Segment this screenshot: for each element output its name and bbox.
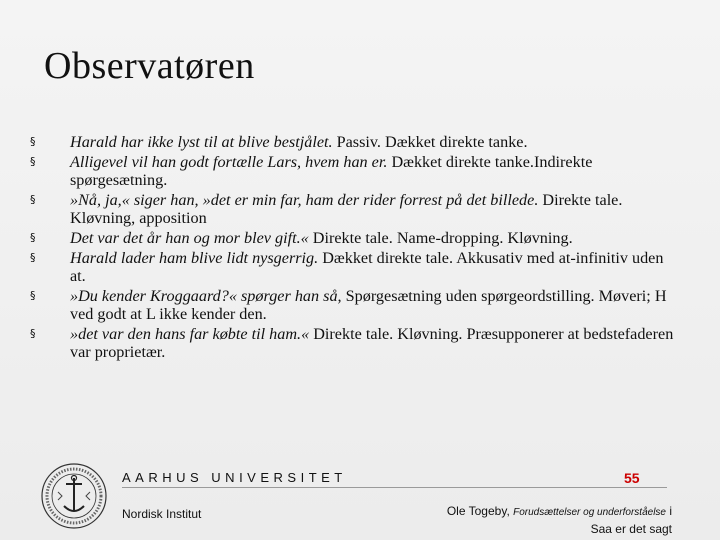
page-number: 55	[624, 470, 640, 486]
quote-text: »Nå, ja,« siger han, »det er min far, ham der rider forrest på det billede.	[70, 191, 539, 209]
analysis-text: Direkte tale. Kløvning. Præsupponerer at bedstefaderen var proprietær.	[70, 325, 674, 361]
university-seal-icon	[40, 462, 108, 530]
book-subtitle: Forudsættelser og underforståelse	[513, 507, 666, 518]
analysis-text: Dækket direkte tanke.Indirekte spørgesætning.	[70, 153, 593, 189]
bullet-list	[30, 133, 680, 363]
quote-text: Alligevel vil han godt fortælle Lars, hvem han er.	[70, 153, 388, 171]
institute-name: Nordisk Institut	[122, 507, 202, 521]
author-name: Ole Togeby,	[446, 504, 510, 518]
list-item	[30, 229, 680, 247]
quote-text: »Du kender Kroggaard?« spørger han så,	[70, 287, 342, 305]
list-item	[30, 325, 680, 361]
analysis-text: Spørgesætning uden spørgeordstilling. Møveri; H ved godt at L ikke kender den.	[70, 287, 667, 323]
university-name: AARHUS UNIVERSITET	[122, 470, 347, 485]
bullet-icon: §	[30, 193, 36, 206]
bullet-icon: §	[30, 327, 36, 340]
quote-text: Harald lader ham blive lidt nysgerrig.	[70, 249, 319, 267]
author-suffix: i	[669, 504, 672, 518]
analysis-text: Passiv. Dækket direkte tanke.	[332, 133, 528, 151]
list-item	[30, 133, 680, 151]
quote-text: Harald har ikke lyst til at blive bestjålet.	[70, 133, 333, 151]
list-item	[30, 287, 680, 323]
analysis-text: Dækket direkte tale. Akkusativ med at-infinitiv uden at.	[70, 249, 664, 285]
author-line-1	[447, 503, 672, 521]
quote-text: Det var det år han og mor blev gift.«	[70, 229, 309, 247]
author-block	[447, 503, 672, 537]
analysis-text: Direkte tale. Kløvning, apposition	[70, 191, 623, 227]
bullet-icon: §	[30, 289, 36, 302]
bullet-icon: §	[30, 231, 36, 244]
bullet-icon: §	[30, 135, 36, 148]
book-title: Saa er det sagt	[590, 522, 672, 536]
list-item	[30, 249, 680, 285]
bullet-icon: §	[30, 155, 36, 168]
analysis-text: Direkte tale. Name-dropping. Kløvning.	[308, 229, 573, 247]
list-item	[30, 191, 680, 227]
footer-divider	[122, 487, 667, 488]
slide-title: Observatøren	[44, 45, 255, 87]
list-item	[30, 153, 680, 189]
quote-text: »det var den hans far købte til ham.«	[70, 325, 310, 343]
bullet-icon: §	[30, 251, 36, 264]
